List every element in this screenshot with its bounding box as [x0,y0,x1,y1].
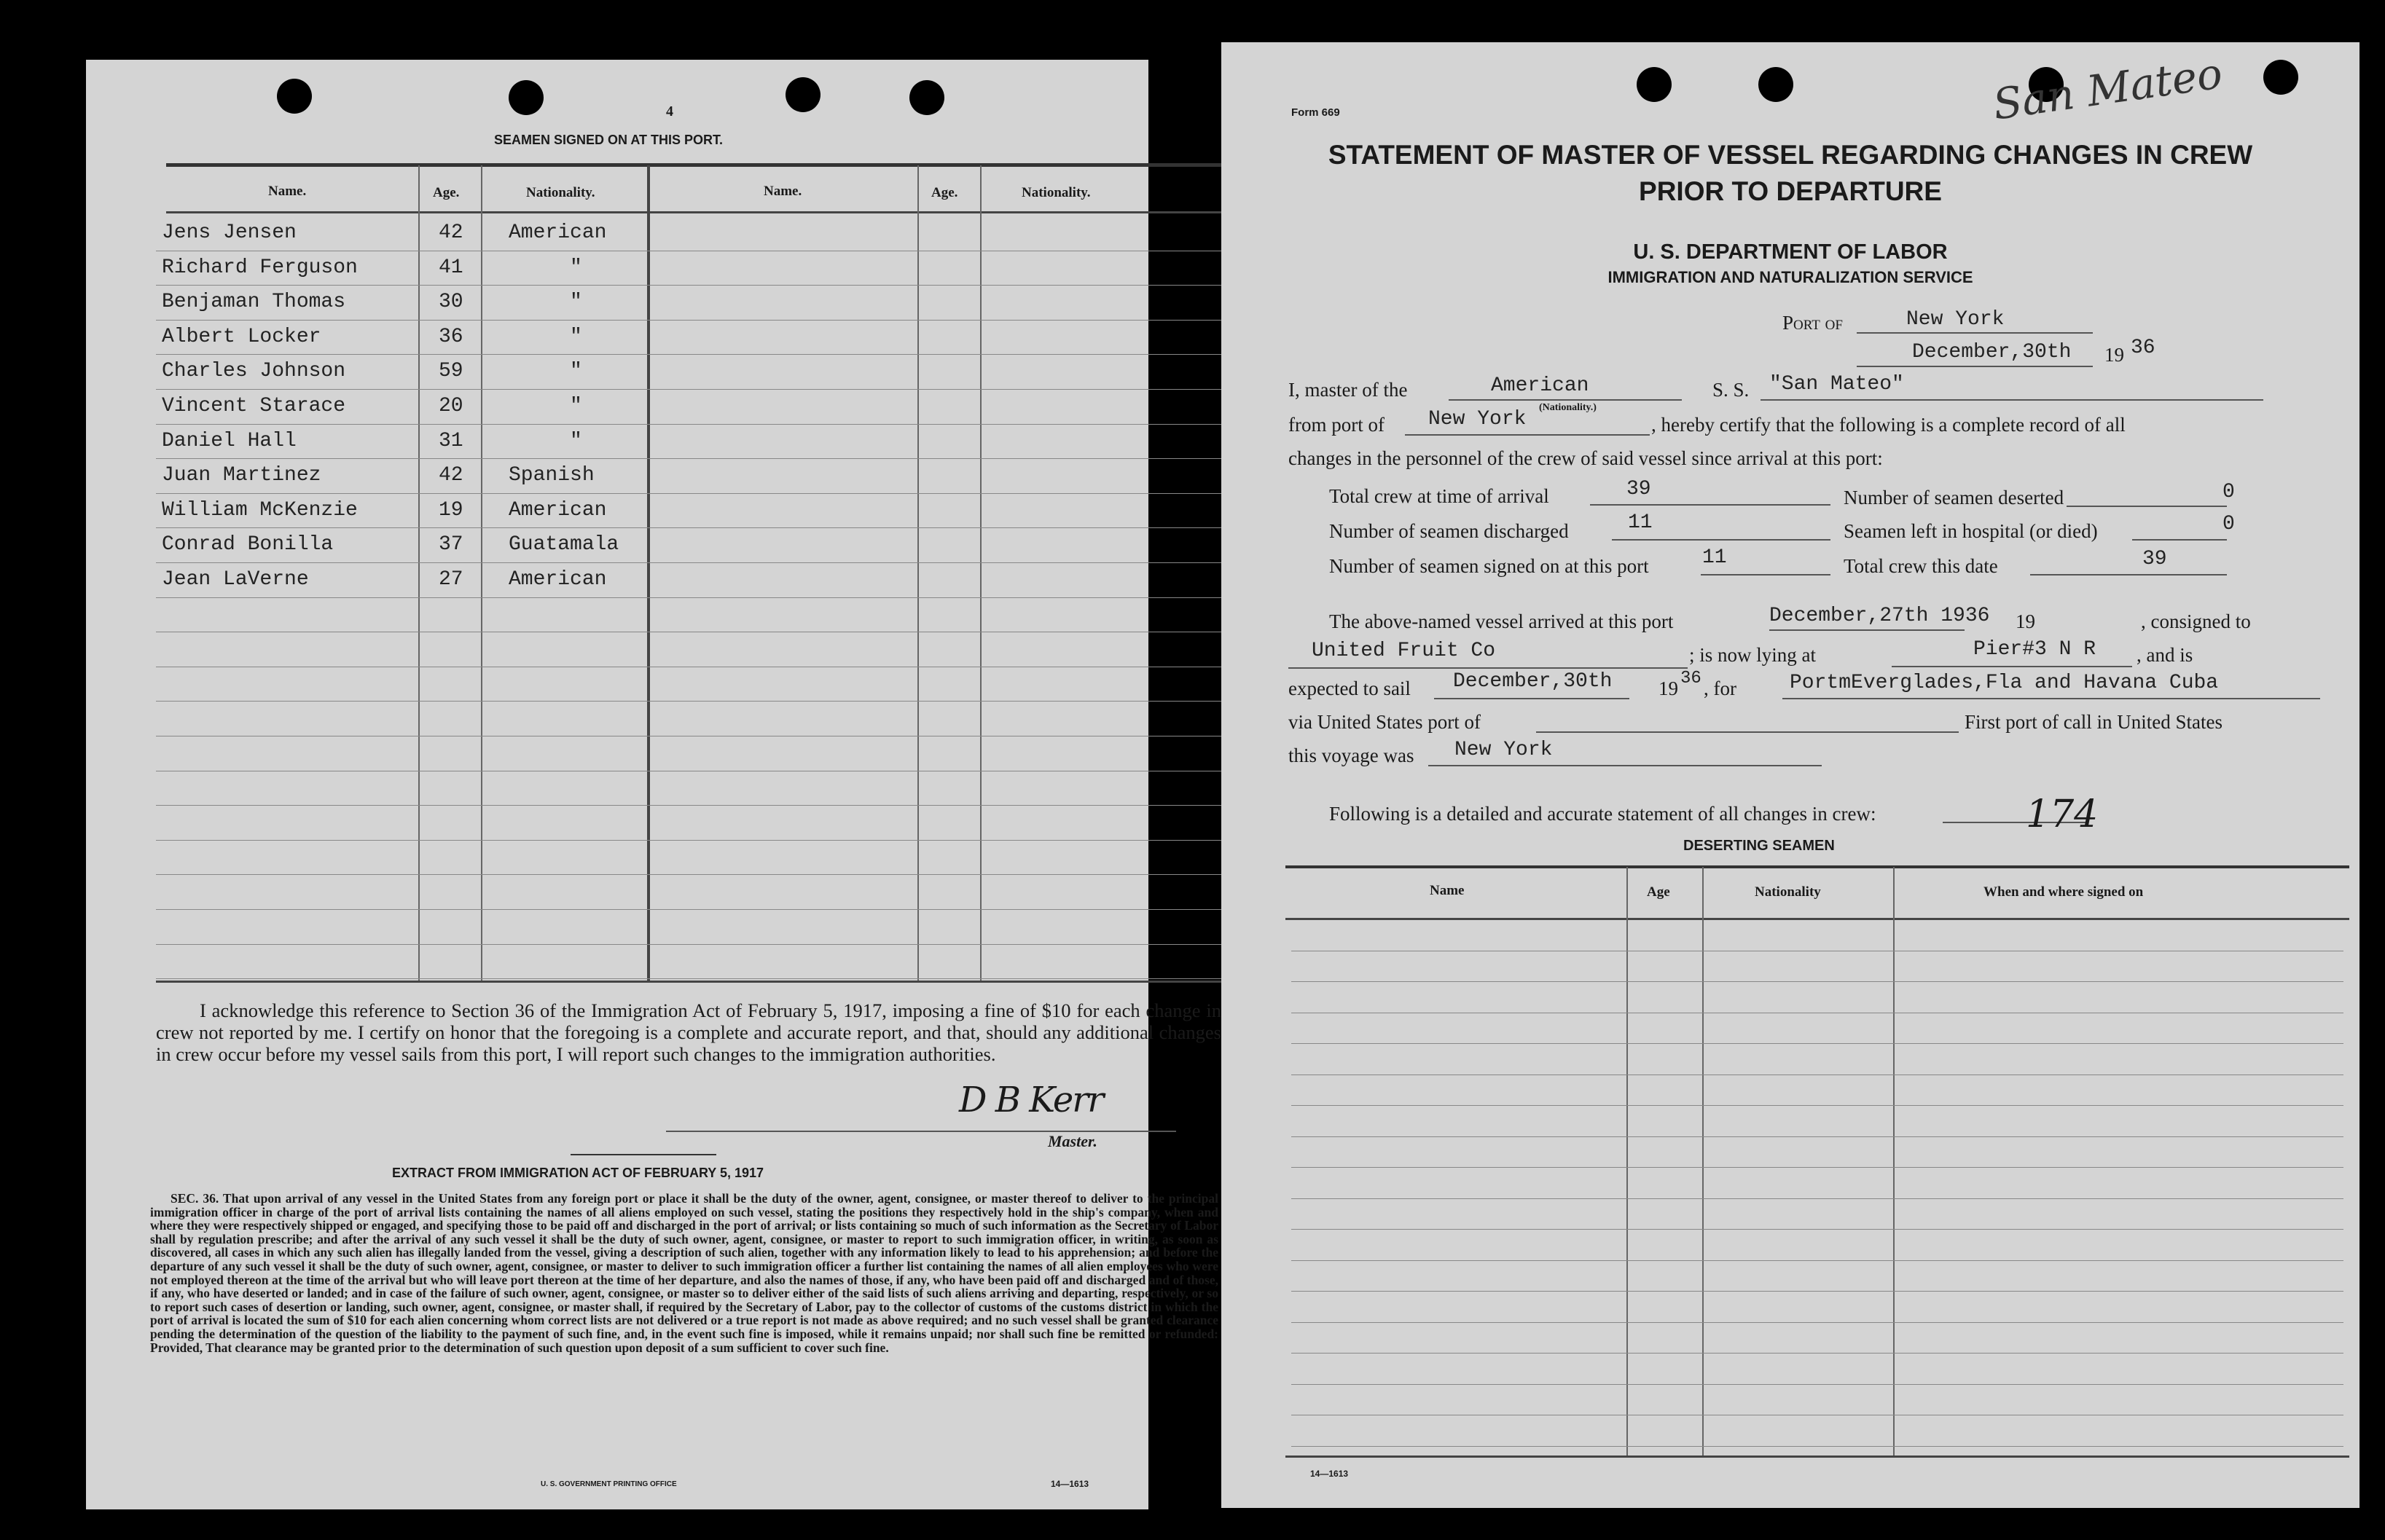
row-rule [1291,1229,2343,1230]
col-header-age: Age. [433,185,460,200]
col-header-nationality-2: Nationality. [1022,185,1091,200]
row-rule [1291,1260,2343,1261]
row-rule [156,562,1233,563]
arrived-value: December,27th 1936 [1769,605,1990,627]
punch-hole [909,80,944,115]
col-header-name-2: Name. [764,184,802,199]
signed-on-value: 11 [1702,546,1727,569]
port-label: Port of [1782,312,1843,334]
row-rule [1291,1291,2343,1292]
first-port-label: First port of call in United States [1965,711,2223,733]
seaman-age: 37 [439,533,463,557]
col-header-age-2: Age. [931,185,958,200]
year-prefix: 19 [2104,344,2124,366]
row-rule [156,527,1233,528]
row-rule [156,458,1233,459]
deserting-col-name: Name [1430,883,1465,898]
deserted-label: Number of seamen deserted [1844,487,2064,508]
discharged-value: 11 [1628,511,1653,534]
nationality-value: American [1491,374,1589,397]
sail-year-value: 36 [1680,669,1701,688]
row-rule [1291,1105,2343,1106]
seaman-nationality: " [570,256,582,279]
seaman-name: Charles Johnson [162,360,346,383]
row-rule [156,354,1233,355]
seaman-age: 19 [439,498,463,522]
total-arrival-value: 39 [1626,478,1651,500]
seaman-nationality: Guatamala [509,533,619,557]
signed-on-label: Number of seamen signed on at this port [1329,555,1649,577]
punch-hole [277,79,312,114]
seaman-nationality: American [509,498,607,522]
handwritten-note: San Mateo [1989,48,2225,130]
row-rule [1291,1167,2343,1168]
seaman-name: Albert Locker [162,325,321,348]
punch-hole [1637,67,1672,102]
service: IMMIGRATION AND NATURALIZATION SERVICE [1607,268,1973,286]
section-title: SEAMEN SIGNED ON AT THIS PORT. [494,133,724,147]
deserting-col-nationality: Nationality [1755,884,1821,900]
seaman-age: 30 [439,291,463,314]
row-rule [156,805,1233,806]
row-rule [156,874,1233,875]
master-signature: D B Kerr [959,1080,1103,1120]
seaman-name: Conrad Bonilla [162,533,334,557]
footer-form-code: 14—1613 [1051,1479,1089,1489]
nationality-caption: (Nationality.) [1539,402,1597,413]
row-rule [1291,1353,2343,1354]
page-number: 4 [666,103,673,119]
right-page [1221,42,2359,1508]
seaman-nationality: " [570,395,582,417]
seaman-nationality: " [570,429,582,452]
seaman-age: 31 [439,429,463,452]
following-label: Following is a detailed and accurate statement of all changes in crew: [1329,803,1876,825]
footer-printing-office: U. S. GOVERNMENT PRINTING OFFICE [541,1480,677,1488]
seaman-name: Jean LaVerne [162,568,309,591]
row-rule [1291,1043,2343,1044]
voyage-label: this voyage was [1288,745,1414,766]
row-rule [156,320,1233,321]
row-rule [1291,1446,2343,1447]
acknowledgement-text: I acknowledge this reference to Section 36 of the Immigration Act of February 5, 1917, imposing a fine of $10 for each change in crew not reported by me. I certify on honor that the foregoing is a complete and accurate report, and that, should any additional changes in crew occur before my vessel sails from this port, I will report such changes to the immigration authorities. [156,999,1221,1065]
deserted-value: 0 [2223,481,2235,503]
sail-date-value: December,30th [1453,670,1613,693]
seaman-age: 27 [439,568,463,591]
date-value: December,30th [1912,341,2072,364]
expected-label: expected to sail [1288,677,1411,699]
for-label: , for [1704,677,1736,699]
seaman-name: Daniel Hall [162,429,297,452]
seaman-nationality: " [570,325,582,348]
total-arrival-label: Total crew at time of arrival [1329,485,1549,507]
year-value: 36 [2131,337,2155,359]
row-rule [156,978,1233,979]
hospital-value: 0 [2223,513,2235,535]
sail-year-prefix: 19 [1658,677,1678,699]
discharged-label: Number of seamen discharged [1329,520,1569,542]
row-rule [156,424,1233,425]
seaman-nationality: American [509,221,607,244]
hospital-label: Seamen left in hospital (or died) [1844,520,2098,542]
consignee-value: United Fruit Co [1312,640,1496,662]
extract-title: EXTRACT FROM IMMIGRATION ACT OF FEBRUARY 5, 1917 [392,1166,764,1180]
consigned-label: , consigned to [2141,610,2251,632]
deserting-col-age: Age [1647,884,1670,900]
seaman-name: Benjaman Thomas [162,291,346,314]
arrived-label: The above-named vessel arrived at this port [1329,610,1674,632]
footer-form-code: 14—1613 [1310,1469,1349,1479]
seaman-age: 42 [439,464,463,487]
from-port-label: from port of [1288,414,1385,436]
form-number: Form 669 [1291,106,1340,119]
seaman-name: Richard Ferguson [162,256,358,279]
punch-hole [786,77,821,112]
extract-text: SEC. 36. That upon arrival of any vessel in the United States from any foreign port or place it shall be the duty of the owner, agent, consignee, or master thereof to deliver to the principal immigration officer in charge of the port of arrival lists containing the names of all aliens employed on such vessel, stating the positions they respectively hold in the ship's company, when and where they were respectively shipped or engaged, and specifying those to be paid off and discharged in the port of arrival; or lists containing so much of such information as the Secretary of Labor shall by regulation prescribe; and after the arrival of any such vessel it shall be the duty of such owner, agent, consignee, or master to report to such immigration officer, in writing, as soon as discovered, all cases in which any such alien has illegally landed from the vessel, giving a description of such alien, together with any information likely to lead to his apprehension; and before the departure of any such vessel it shall be the duty of such owner, agent, consignee, or master to deliver to such immigration officer a further list containing the names of all alien employees who were not employed thereon at the time of the arrival but who will leave port thereon at the time of her departure, and also the names of those, if any, who have been paid off and discharged and of those, if any, who have deserted or landed; and in case of the failure of such owner, agent, consignee, or master so to deliver either of the said lists of such aliens arriving and departing, respectively, or so to report such cases of desertion or landing, such owner, agent, consignee, or master shall, if required by the Secretary of Labor, pay to the collector of customs of the customs district in which the port of arrival is located the sum of $10 for each alien concerning whom correct lists are not delivered or a true report is not made as above required; and no such vessel shall be granted clearance pending the determination of the question of the liability to the payment of such fine, and, in the event such fine is imposed, while it remains unpaid; nor shall such fine be remitted or refunded: Provided, That clearance may be granted prior to the determination of such question upon deposit of a sum sufficient to cover such fine. [150,1191,1218,1355]
changes-text: changes in the personnel of the crew of said vessel since arrival at this port: [1288,447,1883,469]
deserting-title: DESERTING SEAMEN [1683,838,1835,854]
lying-label: ; is now lying at [1689,644,1816,666]
from-port-value: New York [1428,408,1527,431]
row-rule [1291,1198,2343,1199]
seaman-age: 41 [439,256,463,279]
left-page [86,60,1221,1509]
voyage-value: New York [1454,739,1553,761]
deserting-col-signed-on: When and where signed on [1983,884,2144,900]
and-is-label: , and is [2137,644,2193,666]
destination-value: PortmEverglades,Fla and Havana Cuba [1790,672,2219,694]
row-rule [1291,1384,2343,1385]
seaman-age: 42 [439,221,463,244]
seaman-name: Jens Jensen [162,221,297,244]
master-label: Master. [1048,1132,1097,1150]
seaman-age: 59 [439,360,463,383]
seaman-age: 20 [439,395,463,417]
arrived-year-prefix: 19 [2016,610,2035,632]
department: U. S. DEPARTMENT OF LABOR [1633,240,1948,264]
row-rule [156,389,1233,390]
row-rule [1291,1136,2343,1137]
via-label: via United States port of [1288,711,1481,733]
form-title-line-2: PRIOR TO DEPARTURE [1639,176,1942,206]
port-value: New York [1906,308,2005,331]
row-rule [156,493,1233,494]
row-rule [156,944,1233,945]
row-rule [156,701,1233,702]
pier-value: Pier#3 N R [1973,638,2096,661]
col-header-name: Name. [268,184,307,199]
col-header-nationality: Nationality. [526,185,595,200]
row-rule [156,597,1233,598]
punch-hole [1758,67,1793,102]
total-date-value: 39 [2142,548,2167,570]
seaman-age: 36 [439,325,463,348]
seaman-nationality: " [570,360,582,383]
master-of-label: I, master of the [1288,379,1408,401]
punch-hole [509,80,544,115]
ss-label: S. S. [1712,379,1750,401]
form-title-line-1: STATEMENT OF MASTER OF VESSEL REGARDING CHANGES IN CREW [1328,140,2253,170]
row-rule [156,840,1233,841]
seaman-nationality: Spanish [509,464,595,487]
handwritten-number: 174 [2026,793,2099,836]
seaman-nationality: " [570,291,582,314]
seaman-name: Juan Martinez [162,464,321,487]
seaman-nationality: American [509,568,607,591]
certify-text: , hereby certify that the following is a complete record of all [1651,414,2126,436]
row-rule [156,909,1233,910]
seaman-name: William McKenzie [162,498,358,522]
seaman-name: Vincent Starace [162,395,346,417]
ship-name: "San Mateo" [1769,373,1904,396]
row-rule [156,285,1233,286]
total-date-label: Total crew this date [1844,555,1998,577]
row-rule [1291,981,2343,982]
punch-hole [2263,60,2298,95]
row-rule [1291,1322,2343,1323]
